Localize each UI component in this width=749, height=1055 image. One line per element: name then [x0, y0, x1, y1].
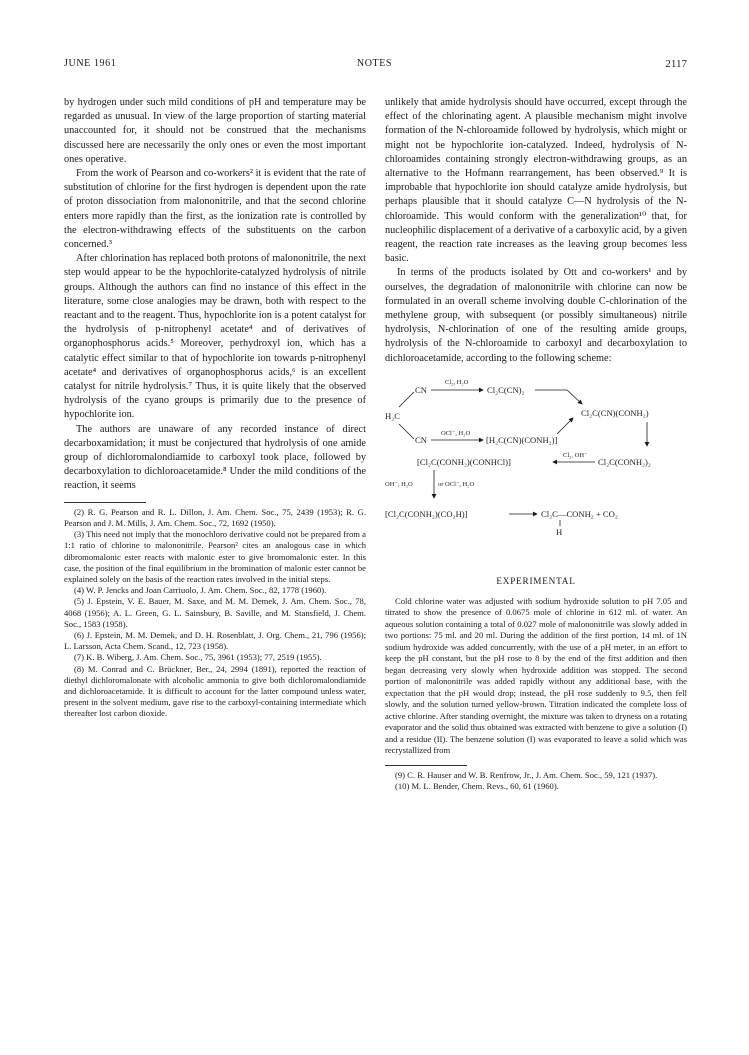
- scheme-product: [H₂C(CN)(CONH₂)]: [486, 434, 558, 445]
- footnote-rule: [385, 765, 467, 766]
- scheme-product: Cl₂C(CN)(CONH₂): [581, 407, 649, 418]
- paragraph: From the work of Pearson and co-workers² it is evident that the rate of substitution of chlorine for the first hydrogen is dependent upon the rate of proton dissociation from malononitrile, and that the second chlorine enters more rapidly than the first, as the ionization rate is controlled by the electron-withdrawing effects of the substituents on the carbon concerned.³: [64, 168, 366, 251]
- arrow-line: [567, 390, 582, 404]
- reaction-scheme: [385, 374, 687, 560]
- right-column: [385, 96, 687, 792]
- paragraph: In terms of the products isolated by Ott and co-workers¹ and by ourselves, the degradation of malononitrile with chlorine can now be formulated in an overall scheme involving double C-chlorination of the methylene group, with subsequent (or possibly simultaneous) nitrile hydrolysis, N-chlorination of one of the resulting amide groups, hydrolysis of the N-chloroamide to carboxyl and decarboxylation to dichloroacetamide, according to the following scheme:: [385, 267, 687, 364]
- left-column: [64, 96, 366, 720]
- scheme-reagent: Cl₂, OH⁻: [563, 451, 588, 459]
- scheme-h2c: H₂C: [385, 410, 400, 421]
- paragraph: After chlorination has replaced both protons of malononitrile, the next step would appear to be the hypochlorite-catalyzed hydrolysis of nitrile groups. Although the authors can find no instance of this effect in the literature, some close analogies may be drawn, both with respect to the reactant and to the reagent. Thus, hypochlorite ion is a potent catalyst for the hydrolysis of p-nitrophenyl acetate⁴ and of derivatives of organophosphorus acids.⁵ Moreover, perhydroxyl ion, which has a catalytic effect similar to that of hypochlorite ion towards p-nitrophenyl acetate⁴ and derivatives of organophosphorus acids,⁶ is an excellent catalyst for nitrile hydrolysis.⁷ Thus, it is quite likely that the observed hydrolysis of the cyano groups is primarily due to the presence of hypochlorite ion.: [64, 253, 366, 421]
- arrow-line: [557, 418, 573, 434]
- scheme-arrows: [385, 374, 687, 560]
- running-header-section: NOTES: [356, 58, 393, 69]
- page-number: 2117: [665, 58, 687, 70]
- arrow-line: [399, 392, 414, 407]
- scheme-product: [Cl₂C(CONH₂)(CONHCl)]: [417, 456, 511, 467]
- section-heading: EXPERIMENTAL: [496, 575, 576, 586]
- paragraph: by hydrogen under such mild conditions of pH and temperature may be regarded as unusual. In view of the large proportion of starting material unaccounted for, it should not be construed that the mechanisms discussed here are necessarily the only ones or even the most important ones operative.: [64, 97, 366, 165]
- footnote: (8) M. Conrad and C. Brückner, Ber., 24, 2994 (1891), reported the reaction of diethyl dichloromalonate with alcoholic ammonia to give both dichloromalondiamide and dichloroacetamide. It is difficult to account for the latter compound unless water, present in the solvent medium, gave rise to the carboxyl-containing intermediate which thereafter lost carbon dioxide.: [64, 663, 366, 719]
- footnote: (6) J. Epstein, M. M. Demek, and D. H. Rosenblatt, J. Org. Chem., 21, 796 (1956); L. Larsson, Acta Chem. Scand., 12, 723 (1958).: [64, 629, 366, 652]
- footnote: (10) M. L. Bender, Chem. Revs., 60, 61 (1960).: [395, 781, 559, 792]
- paragraph: The authors are unaware of any recorded instance of direct decarboxamidation; it must be conjectured that hydrolysis of one amide group of dichloromalondiamide to carboxyl took place, followed by decarboxylation to dichloroacetamide.⁸ Under the mild conditions of the reaction, it seems: [64, 423, 366, 492]
- footnote-rule: [64, 502, 146, 503]
- scheme-product: Cl₂C(CN)₂: [487, 384, 525, 395]
- scheme-product: Cl₂C(CONH₂)₂: [598, 456, 651, 467]
- scheme-cn-bottom: CN: [415, 434, 427, 445]
- footnotes-left: [64, 502, 366, 720]
- scheme-reagent: Cl₂, H₂O: [445, 378, 469, 386]
- scheme-reagent: OH⁻, H₂O: [385, 480, 413, 488]
- scheme-reagent: OCl⁻, H₂O: [441, 429, 471, 437]
- footnote: (5) J. Epstein, V. E. Bauer, M. Saxe, and M. M. Demek, J. Am. Chem. Soc., 78, 4068 (1956); A. L. Green, G. L. Sainsbury, B. Saville, and M. Stansfield, J. Chem. Soc., 1583 (1958).: [64, 596, 366, 629]
- footnote: (7) K. B. Wiberg, J. Am. Chem. Soc., 75, 3961 (1953); 77, 2519 (1955).: [74, 652, 322, 663]
- footnote: (4) W. P. Jencks and Joan Carriuolo, J. Am. Chem. Soc., 82, 1778 (1960).: [74, 585, 327, 596]
- scheme-cn-top: CN: [415, 384, 427, 395]
- scheme-h: H: [556, 526, 563, 537]
- footnote: (9) C. R. Hauser and W. B. Renfrow, Jr., J. Am. Chem. Soc., 59, 121 (1937).: [395, 769, 658, 780]
- arrow-line: [399, 424, 414, 439]
- scheme-reagent: or OCl⁻, H₂O: [438, 480, 475, 488]
- scheme-product: [Cl₂C(CONH₂)(CO₂H)]: [385, 508, 468, 519]
- footnotes-right: [385, 765, 687, 792]
- scheme-product: Cl₂C—CONH₂ + CO₂: [541, 508, 618, 519]
- paragraph: unlikely that amide hydrolysis should have occurred, except through the effect of the chlorinating agent. A plausible mechanism might involve formation of the N-chloroamide followed by hydrolysis, which might or might not be hypochlorite ion-catalyzed. Indeed, hydrolysis of N-chloroamides containing strongly electron-withdrawing groups, as an alternative to the Hofmann rearrangement, has been observed.⁹ It is improbable that hypochlorite ion should catalyze amide hydrolysis, but perhaps plausible that it should catalyze C—N hydrolysis of the N-chloroamide. This would conform with the generalization¹⁰ that, for nucleophilic displacement of a derivative of a carboxylic acid, by a given reagent, the reaction rate increases as the leaving group becomes less basic.: [385, 97, 687, 265]
- footnote: (2) R. G. Pearson and R. L. Dillon, J. Am. Chem. Soc., 75, 2439 (1953); R. G. Pearson and J. M. Mills, J. Am. Chem. Soc., 72, 1692 (1950).: [64, 506, 366, 528]
- running-header-date: JUNE 1961: [64, 58, 117, 69]
- experimental-text: Cold chlorine water was adjusted with sodium hydroxide solution to pH 7.05 and titrated to show the presence of 0.0675 mole of chlorine in 612 ml. of water. An aqueous solution containing a total of 0.027 mole of malononitrile was slowly added in two portions: 75 ml. and 20 ml. During the addition of the first portion, 14 ml. of 1N sodium hydroxide was added concurrently, with the use of a pH meter, in an effort to keep the pH constant, but the pH rose to 8 by the end of the first addition and then began decreasing very slowly when hydroxide addition was stopped. The second portion of malononitrile was added rapidly without any additional base, with the expectation that the pH would drop; instead, the pH rose suddenly to 9.5, then fell slowly, and the solution turned yellow-brown. Titration indicated the complete loss of active chlorine. After standing overnight, the mixture was taken to dryness on a rotating evaporator and the solid thus obtained was extracted with benzene to give a solution (I) and a residue (II). The benzene solution (I) was evaporated to leave a solid which was recrystallized from: [385, 595, 687, 756]
- footnote: (3) This need not imply that the monochloro derivative could not be prepared from a 1:1 ratio of chlorine to malononitrile. Pearson² cites an analogous case in which dibromomalonic ester reacts with malonic ester to give bromomalonic ester. In this case, the position of the final equilibrium in the bromination of malonic ester cannot be explained solely on the basis of the reaction rates involved in the initial steps.: [64, 529, 366, 584]
